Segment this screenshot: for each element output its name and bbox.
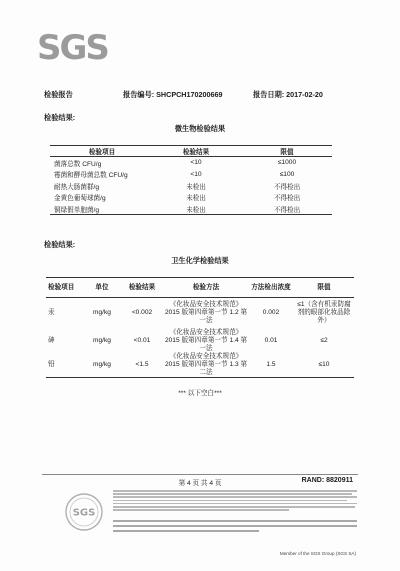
table-row [50,157,332,169]
col-header: 检验方法 [164,278,248,298]
cell: 未检出 [186,183,206,191]
cell: 铅 [46,353,84,378]
cell: <0.01 [133,336,151,344]
cell: 0.01 [264,336,278,344]
cell: 《化妆品安全技术规范》2015 版第四章第一节 1.2 第一法 [164,301,248,325]
col-header: 方法检出浓度 [248,278,294,298]
micro-section-label: 检验结果: [44,113,76,122]
micro-title: 微生物检验结果 [174,124,226,133]
chem-section-label: 检验结果: [44,240,76,249]
report-number: 报告编号: SHCPCH170200669 [123,90,223,99]
col-header: 单位 [84,278,120,298]
cell: ≤1000 [277,159,297,167]
col-header: 限值 [242,146,332,157]
cell: 未检出 [186,195,206,203]
cell: 不得检出 [273,183,301,191]
cell: 铜绿假单胞菌/g [50,203,150,215]
chem-results-table [46,277,354,378]
cell: 0.002 [262,309,280,317]
doc-type: 检验报告 [44,90,73,99]
member-note: Member of the SGS Group (SGS SA) [279,551,356,556]
col-header: 检验项目 [50,146,150,157]
rand-code: RAND: 8820911 [301,477,353,484]
cell: <0.002 [131,309,153,317]
footer-divider [42,474,358,475]
table-header-row [46,278,354,298]
cell: 砷 [48,336,55,344]
cell: mg/kg [93,336,111,344]
sgs-logo [37,28,108,68]
sgs-logo-text: SGS [37,28,108,68]
cell: 不得检出 [242,203,332,215]
sgs-accreditation-seal-icon [64,492,104,532]
col-header: 检验结果 [120,278,164,298]
cell: 汞 [48,309,55,317]
cell: ≤2 [320,336,328,344]
micro-results-table [50,145,332,215]
cell: <1.5 [120,353,164,378]
table-row [46,353,354,378]
cell: 不得检出 [273,195,301,203]
cell: ≤10 [294,353,354,378]
report-date: 报告日期: 2017-02-20 [253,90,323,99]
table-header-row [50,146,332,157]
cell: 金黄色葡萄球菌/g [54,195,106,203]
table-row [46,329,354,353]
legal-fineprint [113,490,357,516]
cell: 《化妆品安全技术规范》2015 版第四章第一节 1.3 第二法 [164,352,248,376]
col-header: 检验结果 [150,146,242,157]
cell: ≤100 [279,170,295,178]
cell: 耐热大肠菌群/g [54,183,100,191]
chem-title: 卫生化学检验结果 [171,256,229,265]
cell: <10 [190,170,202,178]
page-number: 第 4 页 共 4 页 [178,480,222,487]
cell: 霉菌和酵母菌总数 CFU/g [54,172,128,180]
cell: ≤1（含有机汞防腐剂的眼部化妆品除外） [297,301,351,325]
table-row [50,192,332,204]
cell: <10 [190,159,202,167]
cell: 未检出 [150,203,242,215]
cell: mg/kg [84,353,120,378]
col-header: 限值 [294,278,354,298]
table-row [50,180,332,192]
cell: mg/kg [93,309,111,317]
company-address-lines [113,520,357,538]
col-header: 检验项目 [46,278,84,298]
cell: 《化妆品安全技术规范》2015 版第四章第一节 1.4 第一法 [164,328,248,352]
end-of-report-note: *** 以下空白*** [178,390,222,397]
svg-text:SGS: SGS [72,507,96,519]
table-row [50,168,332,180]
table-row [46,298,354,329]
table-row [50,203,332,215]
cell: 1.5 [248,353,294,378]
cell: 菌落总数 CFU/g [54,160,102,168]
